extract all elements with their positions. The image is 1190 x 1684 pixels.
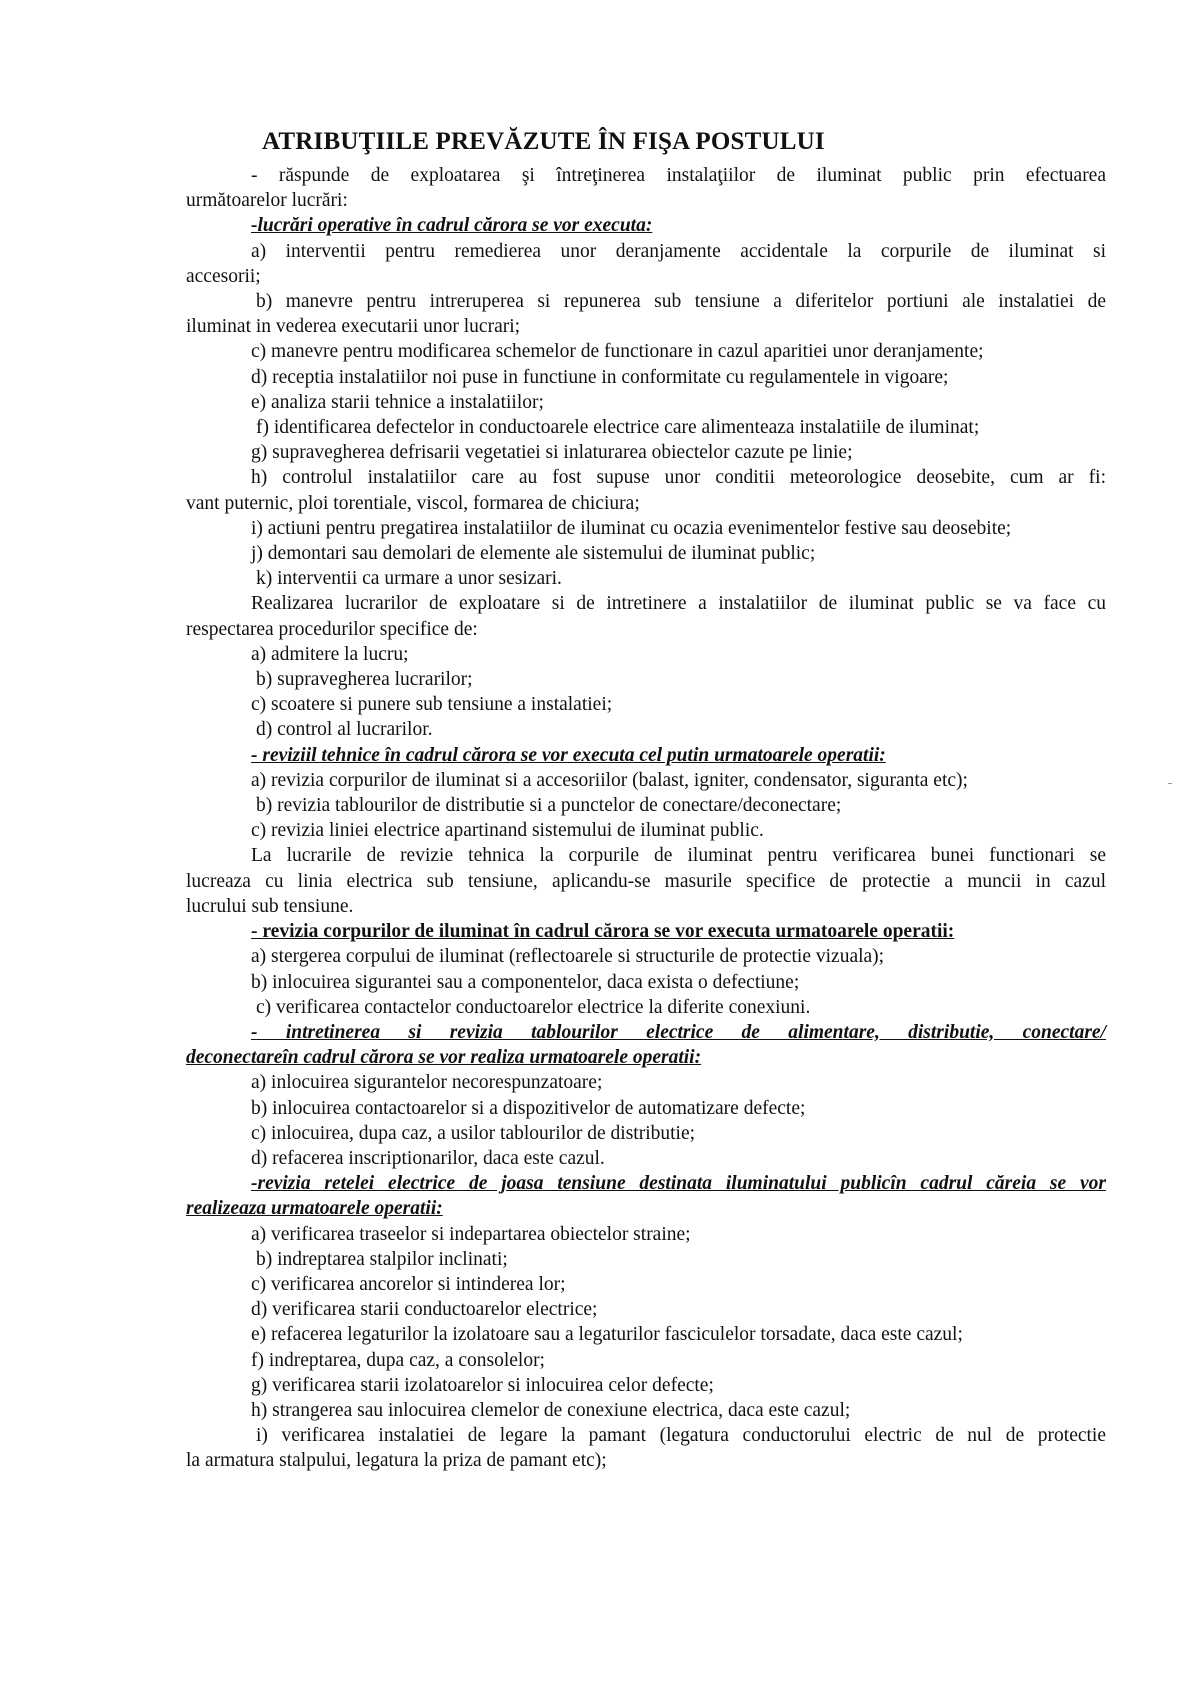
text-line: h) controlul instalatiilor care au fost supuse unor conditii meteorologice deosebite, cum ar fi: xyxy=(251,467,1106,489)
text-line: h) strangerea sau inlocuirea clemelor de conexiune electrica, daca este cazul; xyxy=(251,1399,851,1421)
text-line: - revizia corpurilor de iluminat în cadrul cărora se vor executa urmatoarele operatii: xyxy=(251,921,955,943)
text-line: accesorii; xyxy=(186,265,261,287)
text-line: -revizia retelei electrice de joasa tensiune destinata iluminatului publicîn cadrul căreia se vor xyxy=(251,1173,1106,1195)
text-line: g) verificarea starii izolatoarelor si inlocuirea celor defecte; xyxy=(251,1374,714,1396)
text-line: deconectareîn cadrul cărora se vor realiza urmatoarele operatii: xyxy=(186,1047,702,1069)
text-line: f) indreptarea, dupa caz, a consolelor; xyxy=(251,1349,545,1371)
text-line: respectarea procedurilor specifice de: xyxy=(186,618,478,640)
text-line: d) refacerea inscriptionarilor, daca este cazul. xyxy=(251,1147,605,1169)
text-line: b) revizia tablourilor de distributie si a punctelor de conectare/deconectare; xyxy=(256,795,842,817)
text-line: b) inlocuirea sigurantei sau a componentelor, daca exista o defectiune; xyxy=(251,971,800,993)
text-line: realizeaza urmatoarele operatii: xyxy=(186,1198,443,1220)
text-line: lucrului sub tensiune. xyxy=(186,895,354,917)
text-line: c) revizia liniei electrice apartinand sistemului de iluminat public. xyxy=(251,820,764,842)
text-line: d) verificarea starii conductoarelor electrice; xyxy=(251,1299,598,1321)
text-line: - intretinerea si revizia tablourilor electrice de alimentare, distributie, conectare/ xyxy=(251,1021,1106,1043)
text-line: - răspunde de exploatarea şi întreţinerea instalaţiilor de iluminat public prin efectuarea xyxy=(251,165,1106,186)
text-line: vant puternic, ploi torentiale, viscol, formarea de chiciura; xyxy=(186,492,640,514)
text-line: a) verificarea traseelor si indepartarea obiectelor straine; xyxy=(251,1223,691,1245)
text-line: a) inlocuirea sigurantelor necorespunzatoare; xyxy=(251,1072,603,1094)
text-line: i) actiuni pentru pregatirea instalatiilor de iluminat cu ocazia evenimentelor festive sau deosebite; xyxy=(251,517,1012,539)
text-line: d) control al lucrarilor. xyxy=(256,719,433,741)
text-line: f) identificarea defectelor in conductoarele electrice care alimenteaza instalatiile de iluminat; xyxy=(256,417,980,439)
text-line: lucreaza cu linia electrica sub tensiune, aplicandu-se masurile specifice de protectie a muncii in cazul xyxy=(186,870,1106,892)
text-line: La lucrarile de revizie tehnica la corpurile de iluminat pentru verificarea bunei functionari se xyxy=(251,845,1106,867)
text-line: c) inlocuirea, dupa caz, a usilor tablourilor de distributie; xyxy=(251,1122,696,1144)
page-title: ATRIBUŢIILE PREVĂZUTE ÎN FIŞA POSTULUI xyxy=(262,128,825,155)
text-line: a) interventii pentru remedierea unor deranjamente accidentale la corpurile de iluminat si xyxy=(251,240,1106,262)
scan-speck xyxy=(1168,783,1172,784)
text-line: b) inlocuirea contactoarelor si a dispozitivelor de automatizare defecte; xyxy=(251,1097,806,1119)
text-line: la armatura stalpului, legatura la priza de pamant etc); xyxy=(186,1450,607,1472)
text-line: următoarelor lucrări: xyxy=(186,190,348,212)
text-line: i) verificarea instalatiei de legare la pamant (legatura conductorului electric de nul de protectie xyxy=(256,1425,1106,1447)
text-line: a) revizia corpurilor de iluminat si a accesoriilor (balast, igniter, condensator, siguranta etc); xyxy=(251,769,968,791)
text-line: b) indreptarea stalpilor inclinati; xyxy=(256,1248,508,1270)
text-line: c) manevre pentru modificarea schemelor de functionare in cazul aparitiei unor deranjamente; xyxy=(251,341,984,363)
document-body xyxy=(186,163,1106,1474)
text-line: a) stergerea corpului de iluminat (reflectoarele si structurile de protectie vizuala); xyxy=(251,946,885,968)
text-line: -lucrări operative în cadrul cărora se vor executa: xyxy=(251,215,653,237)
text-line: b) manevre pentru intreruperea si repunerea sub tensiune a diferitelor portiuni ale instalatiei de xyxy=(256,291,1106,313)
text-line: b) supravegherea lucrarilor; xyxy=(256,669,473,691)
text-line: a) admitere la lucru; xyxy=(251,643,409,665)
text-line: c) verificarea contactelor conductoarelor electrice la diferite conexiuni. xyxy=(256,996,811,1018)
text-line: g) supravegherea defrisarii vegetatiei si inlaturarea obiectelor cazute pe linie; xyxy=(251,442,853,464)
text-line: iluminat in vederea executarii unor lucrari; xyxy=(186,316,521,338)
text-line: c) scoatere si punere sub tensiune a instalatiei; xyxy=(251,694,613,716)
text-line: - reviziil tehnice în cadrul cărora se vor executa cel putin urmatoarele operatii: xyxy=(251,744,886,766)
text-line: k) interventii ca urmare a unor sesizari. xyxy=(256,568,562,590)
text-line: Realizarea lucrarilor de exploatare si de intretinere a instalatiilor de iluminat public se va face cu xyxy=(251,593,1106,615)
text-line: j) demontari sau demolari de elemente ale sistemului de iluminat public; xyxy=(251,543,816,565)
text-line: e) refacerea legaturilor la izolatoare sau a legaturilor fasciculelor torsadate, daca este cazul; xyxy=(251,1324,963,1346)
text-line: d) receptia instalatiilor noi puse in functiune in conformitate cu regulamentele in vigoare; xyxy=(251,366,949,388)
text-line: c) verificarea ancorelor si intinderea lor; xyxy=(251,1273,566,1295)
text-line: e) analiza starii tehnice a instalatiilor; xyxy=(251,391,544,413)
